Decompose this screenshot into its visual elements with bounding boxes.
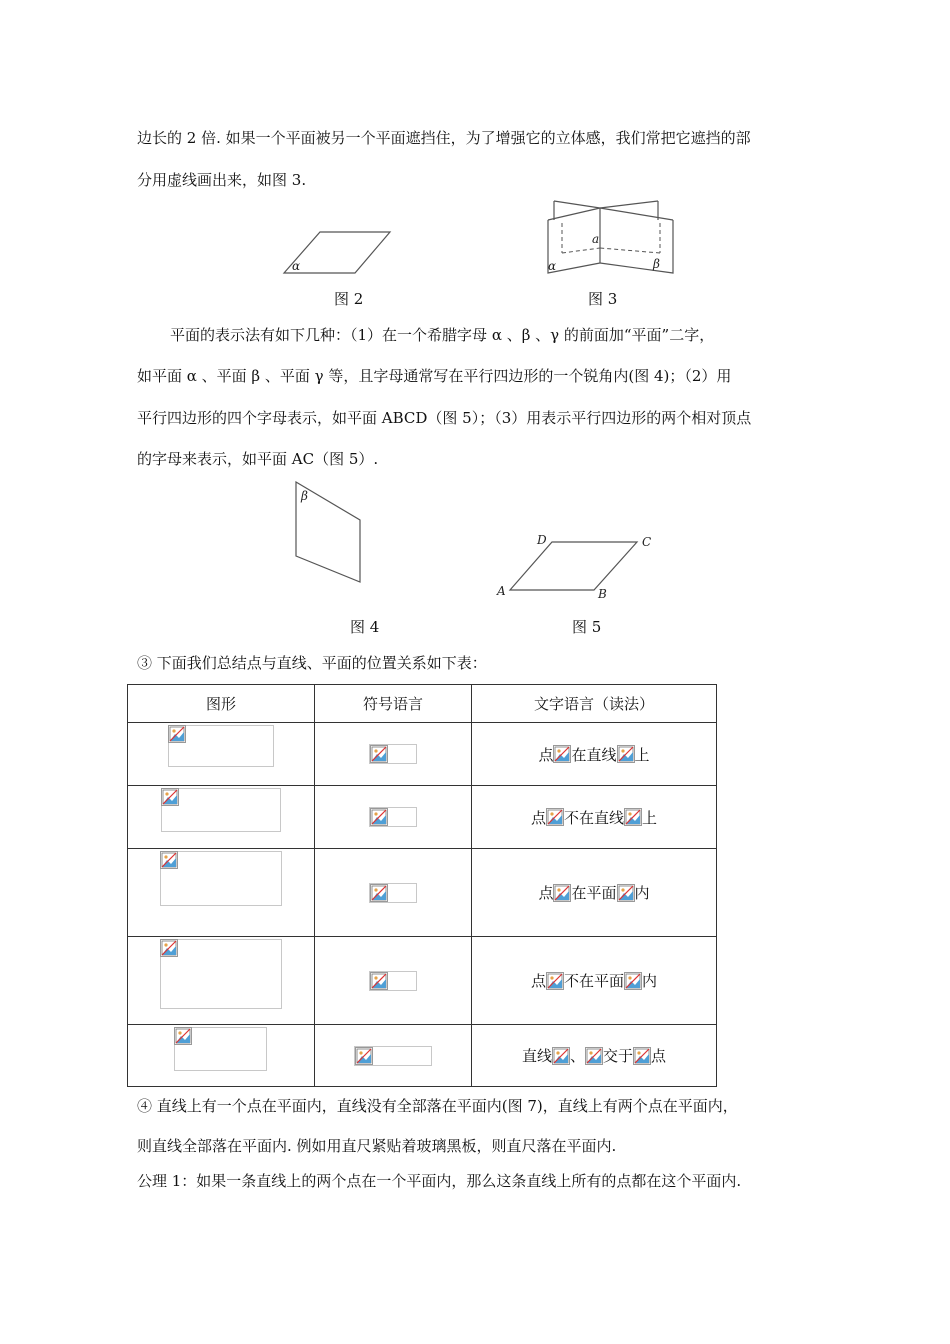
reading-text: 内	[642, 972, 658, 990]
symbol-cell	[315, 937, 472, 1025]
broken-image-icon	[552, 1047, 570, 1065]
broken-image-icon	[546, 972, 564, 990]
broken-image-icon	[633, 1047, 651, 1065]
figure-3-label-a: a	[592, 232, 600, 246]
figure-3-label-alpha: α	[548, 259, 557, 273]
broken-image-glyph	[161, 852, 177, 868]
symbol-cell	[315, 723, 472, 786]
figure-image-frame	[160, 939, 282, 1009]
reading-text: 不在直线	[563, 808, 624, 827]
figure-5-label-d: D	[537, 533, 547, 547]
figure-5-parallelogram-abcd	[492, 530, 660, 602]
broken-image-glyph	[161, 940, 177, 956]
broken-image-glyph	[371, 809, 387, 825]
symbol-cell	[315, 1025, 472, 1087]
figure-2-caption: 图 2	[334, 290, 364, 308]
figure-3-caption: 图 3	[588, 290, 618, 308]
table-row	[128, 1025, 717, 1087]
broken-image-glyph	[625, 809, 641, 825]
broken-image-icon	[160, 939, 178, 957]
reading-text: 点	[538, 745, 554, 764]
figure-cell	[128, 849, 315, 937]
broken-image-glyph	[175, 1028, 191, 1044]
broken-image-glyph	[618, 746, 634, 762]
figure-image-frame	[160, 851, 282, 906]
broken-image-icon	[553, 745, 571, 763]
figure-4-label: β	[301, 489, 308, 503]
header-text: 文字语言（读法）	[472, 685, 717, 723]
table-row	[128, 723, 717, 786]
broken-image-glyph	[169, 726, 185, 742]
symbol-cell	[315, 786, 472, 849]
broken-image-icon	[370, 808, 388, 826]
broken-image-icon	[174, 1027, 192, 1045]
reading-text: 不在平面	[563, 972, 624, 990]
broken-image-glyph	[618, 885, 634, 901]
broken-image-glyph	[356, 1048, 372, 1064]
text-cell	[472, 849, 717, 937]
header-figure: 图形	[128, 685, 315, 723]
figure-3-intersecting-planes	[538, 193, 683, 281]
position-relation-table	[127, 684, 717, 1087]
broken-image-glyph	[554, 885, 570, 901]
figure-4-caption: 图 4	[350, 618, 380, 636]
paragraph-4-line-1: ④ 直线上有一个点在平面内，直线没有全部落在平面内(图 7)，直线上有两个点在平面内，	[137, 1097, 738, 1115]
broken-image-glyph	[586, 1048, 602, 1064]
figure-5-label-c: C	[642, 535, 652, 549]
figure-2-label: α	[292, 259, 301, 273]
paragraph-5-axiom-1: 公理 1：如果一条直线上的两个点在一个平面内，那么这条直线上所有的点都在这个平面内.	[137, 1172, 742, 1190]
paragraph-2-line-3: 平行四边形的四个字母表示，如平面 ABCD（图 5）；（3）用表示平行四边形的两个相对顶点	[137, 409, 752, 427]
broken-image-icon	[370, 972, 388, 990]
broken-image-icon	[160, 851, 178, 869]
broken-image-glyph	[547, 809, 563, 825]
reading-text: 上	[642, 808, 658, 827]
reading-text: 直线	[521, 1047, 552, 1065]
text-cell	[472, 786, 717, 849]
reading-text: 内	[634, 884, 650, 902]
paragraph-2-line-2: 如平面 α 、平面 β 、平面 γ 等，且字母通常写在平行四边形的一个锐角内(图 4)；（2）用	[137, 367, 732, 385]
symbol-cell	[315, 849, 472, 937]
text-cell	[472, 1025, 717, 1087]
broken-image-glyph	[634, 1048, 650, 1064]
paragraph-4-line-2: 则直线全部落在平面内. 例如用直尺紧贴着玻璃黑板，则直尺落在平面内.	[137, 1137, 617, 1155]
symbol-image-frame	[369, 744, 417, 764]
paragraph-1-line-1: 边长的 2 倍. 如果一个平面被另一个平面遮挡住，为了增强它的立体感，我们常把它遮挡的部	[137, 129, 751, 147]
broken-image-glyph	[162, 789, 178, 805]
broken-image-glyph	[625, 973, 641, 989]
reading-text: 在直线	[571, 745, 617, 764]
reading-text: 、	[569, 1047, 585, 1065]
broken-image-icon	[585, 1047, 603, 1065]
text-cell	[472, 723, 717, 786]
symbol-image-frame	[369, 807, 417, 827]
reading-text: 点	[651, 1047, 667, 1065]
table-row	[128, 786, 717, 849]
broken-image-glyph	[371, 885, 387, 901]
paragraph-3: ③ 下面我们总结点与直线、平面的位置关系如下表：	[137, 654, 487, 672]
broken-image-glyph	[553, 1048, 569, 1064]
symbol-image-frame	[369, 883, 417, 903]
broken-image-icon	[553, 884, 571, 902]
broken-image-icon	[168, 725, 186, 743]
figure-5-caption: 图 5	[572, 618, 602, 636]
broken-image-icon	[617, 745, 635, 763]
broken-image-icon	[624, 972, 642, 990]
broken-image-icon	[161, 788, 179, 806]
figure-2-parallelogram	[280, 228, 395, 278]
table-header-row	[128, 685, 717, 723]
reading-text: 点	[538, 884, 554, 902]
figure-cell	[128, 723, 315, 786]
paragraph-2-line-1: 平面的表示法有如下几种：（1）在一个希腊字母 α 、β 、γ 的前面加“平面”二字，	[170, 326, 715, 344]
table-row	[128, 849, 717, 937]
broken-image-glyph	[554, 746, 570, 762]
broken-image-icon	[617, 884, 635, 902]
figure-cell	[128, 1025, 315, 1087]
symbol-image-frame	[354, 1046, 432, 1066]
reading-text: 在平面	[571, 884, 617, 902]
broken-image-icon	[370, 884, 388, 902]
paragraph-2-line-4: 的字母来表示，如平面 AC（图 5）.	[137, 450, 379, 468]
figure-3-label-beta: β	[653, 257, 660, 271]
broken-image-icon	[370, 745, 388, 763]
reading-text: 交于	[603, 1047, 634, 1065]
reading-text: 点	[530, 972, 546, 990]
symbol-image-frame	[369, 971, 417, 991]
reading-text: 上	[634, 745, 650, 764]
broken-image-icon	[355, 1047, 373, 1065]
table-row	[128, 937, 717, 1025]
paragraph-1-line-2: 分用虚线画出来，如图 3.	[137, 171, 307, 189]
figure-image-frame	[161, 788, 281, 832]
figure-5-label-a: A	[497, 584, 506, 598]
figure-5-label-b: B	[598, 587, 607, 601]
broken-image-glyph	[547, 973, 563, 989]
header-symbol: 符号语言	[315, 685, 472, 723]
broken-image-icon	[546, 808, 564, 826]
broken-image-glyph	[371, 973, 387, 989]
text-cell	[472, 937, 717, 1025]
figure-cell	[128, 786, 315, 849]
broken-image-icon	[624, 808, 642, 826]
broken-image-glyph	[371, 746, 387, 762]
figure-4-parallelogram	[292, 478, 364, 586]
figure-cell	[128, 937, 315, 1025]
reading-text: 点	[530, 808, 546, 827]
